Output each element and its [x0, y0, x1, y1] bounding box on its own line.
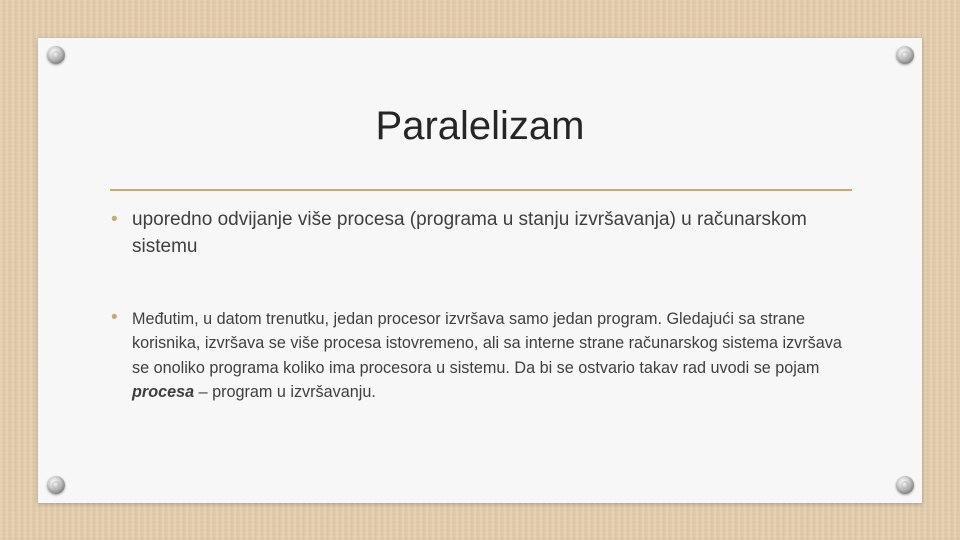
pushpin-icon: [47, 46, 65, 64]
bullet-item: [110, 206, 852, 260]
pushpin-icon: [47, 476, 65, 494]
pushpin-icon: [896, 476, 914, 494]
bullet-text-end: – program u izvršavanju.: [198, 382, 376, 401]
title-divider: [110, 189, 852, 191]
bullet-marker: •: [111, 307, 118, 328]
bullet-marker: •: [111, 209, 118, 230]
pushpin-icon: [896, 46, 914, 64]
bullet-text: uporedno odvijanje više procesa (programa u stanju izvršavanja) u računarskom sistemu: [132, 209, 807, 257]
bullet-item: [110, 307, 852, 404]
slide-title: Paralelizam: [375, 104, 585, 148]
emphasized-term: procesa: [132, 382, 195, 401]
bullet-text: Međutim, u datom trenutku, jedan procesor izvršava samo jedan program. Gledajući sa strane korisnika, izvršava se više procesa istovremeno, ali sa interne strane računarskog sistema izvršava se onoliko programa koliko ima procesora u sistemu. Da bi se ostvario takav rad uvodi se pojam: [132, 310, 842, 377]
bullet-list: [110, 206, 852, 404]
